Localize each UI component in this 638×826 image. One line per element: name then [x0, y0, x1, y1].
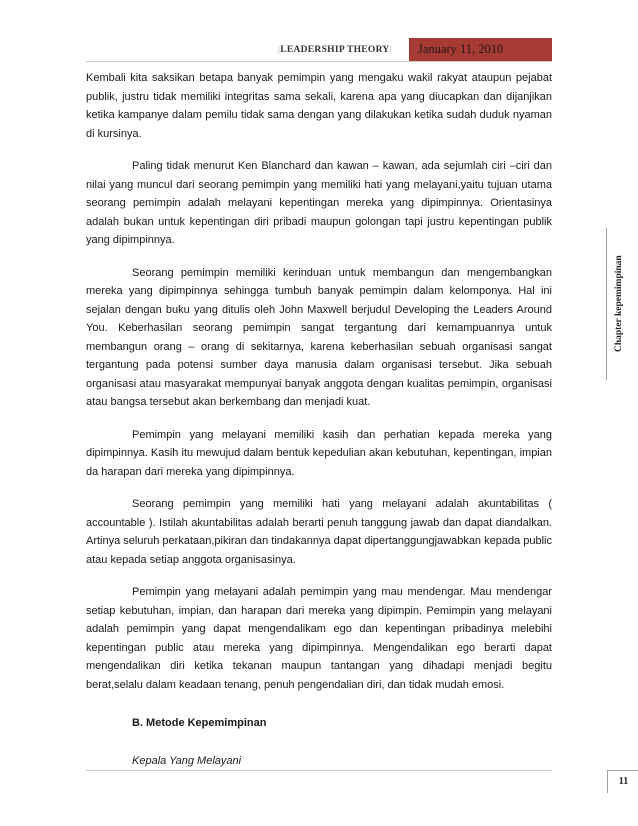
section-heading: B. Metode Kepemimpinan — [132, 717, 267, 729]
footer-divider — [86, 770, 552, 771]
header-title: |LEADERSHIP THEORY| — [278, 45, 392, 55]
paragraph: Seorang pemimpin memiliki kerinduan untuk membangun dan mengembangkan mereka yang dipimpinnya sehingga tumbuh banyak pemimpin dalam kelomponya. Hal ini sejalan dengan buku yang ditulis oleh John Maxwell berjudul Developing the Leaders Around You. Keberhasilan seorang pemimpin sangat tergantung dari kemampuannya untuk membangun orang – orang di sekitarnya, karena keberhasilan sebuah organisasi sangat tergantung pada potensi sumber daya manusia dalam organisasi tersebut. Jika sebuah organisasi atau masyarakat mempunyai banyak anggota dengan kualitas pemimpin, organisasi atau bangsa tersebut akan berkembang dan menjadi kuat. — [86, 266, 552, 408]
document-body — [86, 69, 552, 770]
paragraph: Kembali kita saksikan betapa banyak pemimpin yang mengaku wakil rakyat ataupun pejabat publik, justru tidak memiliki integritas sama sekali, karena apa yang diucapkan dan dijanjikan ketika kampanye dalam pemilu tidak sama dengan yang dilakukan ketika sudah duduk nyaman di kursinya. — [86, 72, 552, 140]
header-title-text: LEADERSHIP THEORY — [280, 45, 390, 55]
side-tab-label: Chapter kepemimpinan — [614, 255, 624, 353]
page-number: 11 — [607, 770, 638, 793]
paragraph: Paling tidak menurut Ken Blanchard dan kawan – kawan, ada sejumlah ciri –ciri dan nilai yang muncul dari seorang pemimpin yang memiliki hati yang melayani,yaitu tujuan utama seorang pemimpin adalah melayani kepentingan mereka yang dipimpinnya. Orientasinya adalah bukan untuk kepentingan diri pribadi maupun golongan tapi justru kepentingan publik yang dipimpinnya. — [86, 160, 552, 246]
paragraph: Seorang pemimpin yang memiliki hati yang melayani adalah akuntabilitas ( accountable ). Istilah akuntabilitas adalah berarti penuh tanggung jawab dan dapat diandalkan. Artinya seluruh perkataan,pikiran dan tindakannya dapat dipertanggungjawabkan kepada public atau kepada setiap anggota organisasinya. — [86, 498, 552, 566]
paragraph: Pemimpin yang melayani memiliki kasih dan perhatian kepada mereka yang dipimpinnya. Kasih itu mewujud dalam bentuk kepedulian akan kebutuhan, kepentingan, impian da harapan dari mereka yang dipimpinnya. — [86, 428, 552, 478]
header-divider — [86, 61, 552, 62]
section-subheading: Kepala Yang Melayani — [132, 754, 242, 767]
header-date: January 11, 2010 — [409, 38, 552, 61]
paragraph: Pemimpin yang melayani adalah pemimpin yang mau mendengar. Mau mendengar setiap kebutuhan, impian, dan harapan dari mereka yang dipimpin. Pemimpin yang melayani adalah pemimpin yang dapat mengendalikam ego dan kepentingan pribadinya melebihi kepentingan public atau mereka yang dipimpinnya. Mengendalikan ego berarti dapat mengendalikan diri ketika tekanan maupun tantangan yang dihadapi menjadi begitu berat,selalu dalam keadaan tenang, penuh pengendalian diri, dan tidak mudah emosi. — [86, 586, 552, 691]
